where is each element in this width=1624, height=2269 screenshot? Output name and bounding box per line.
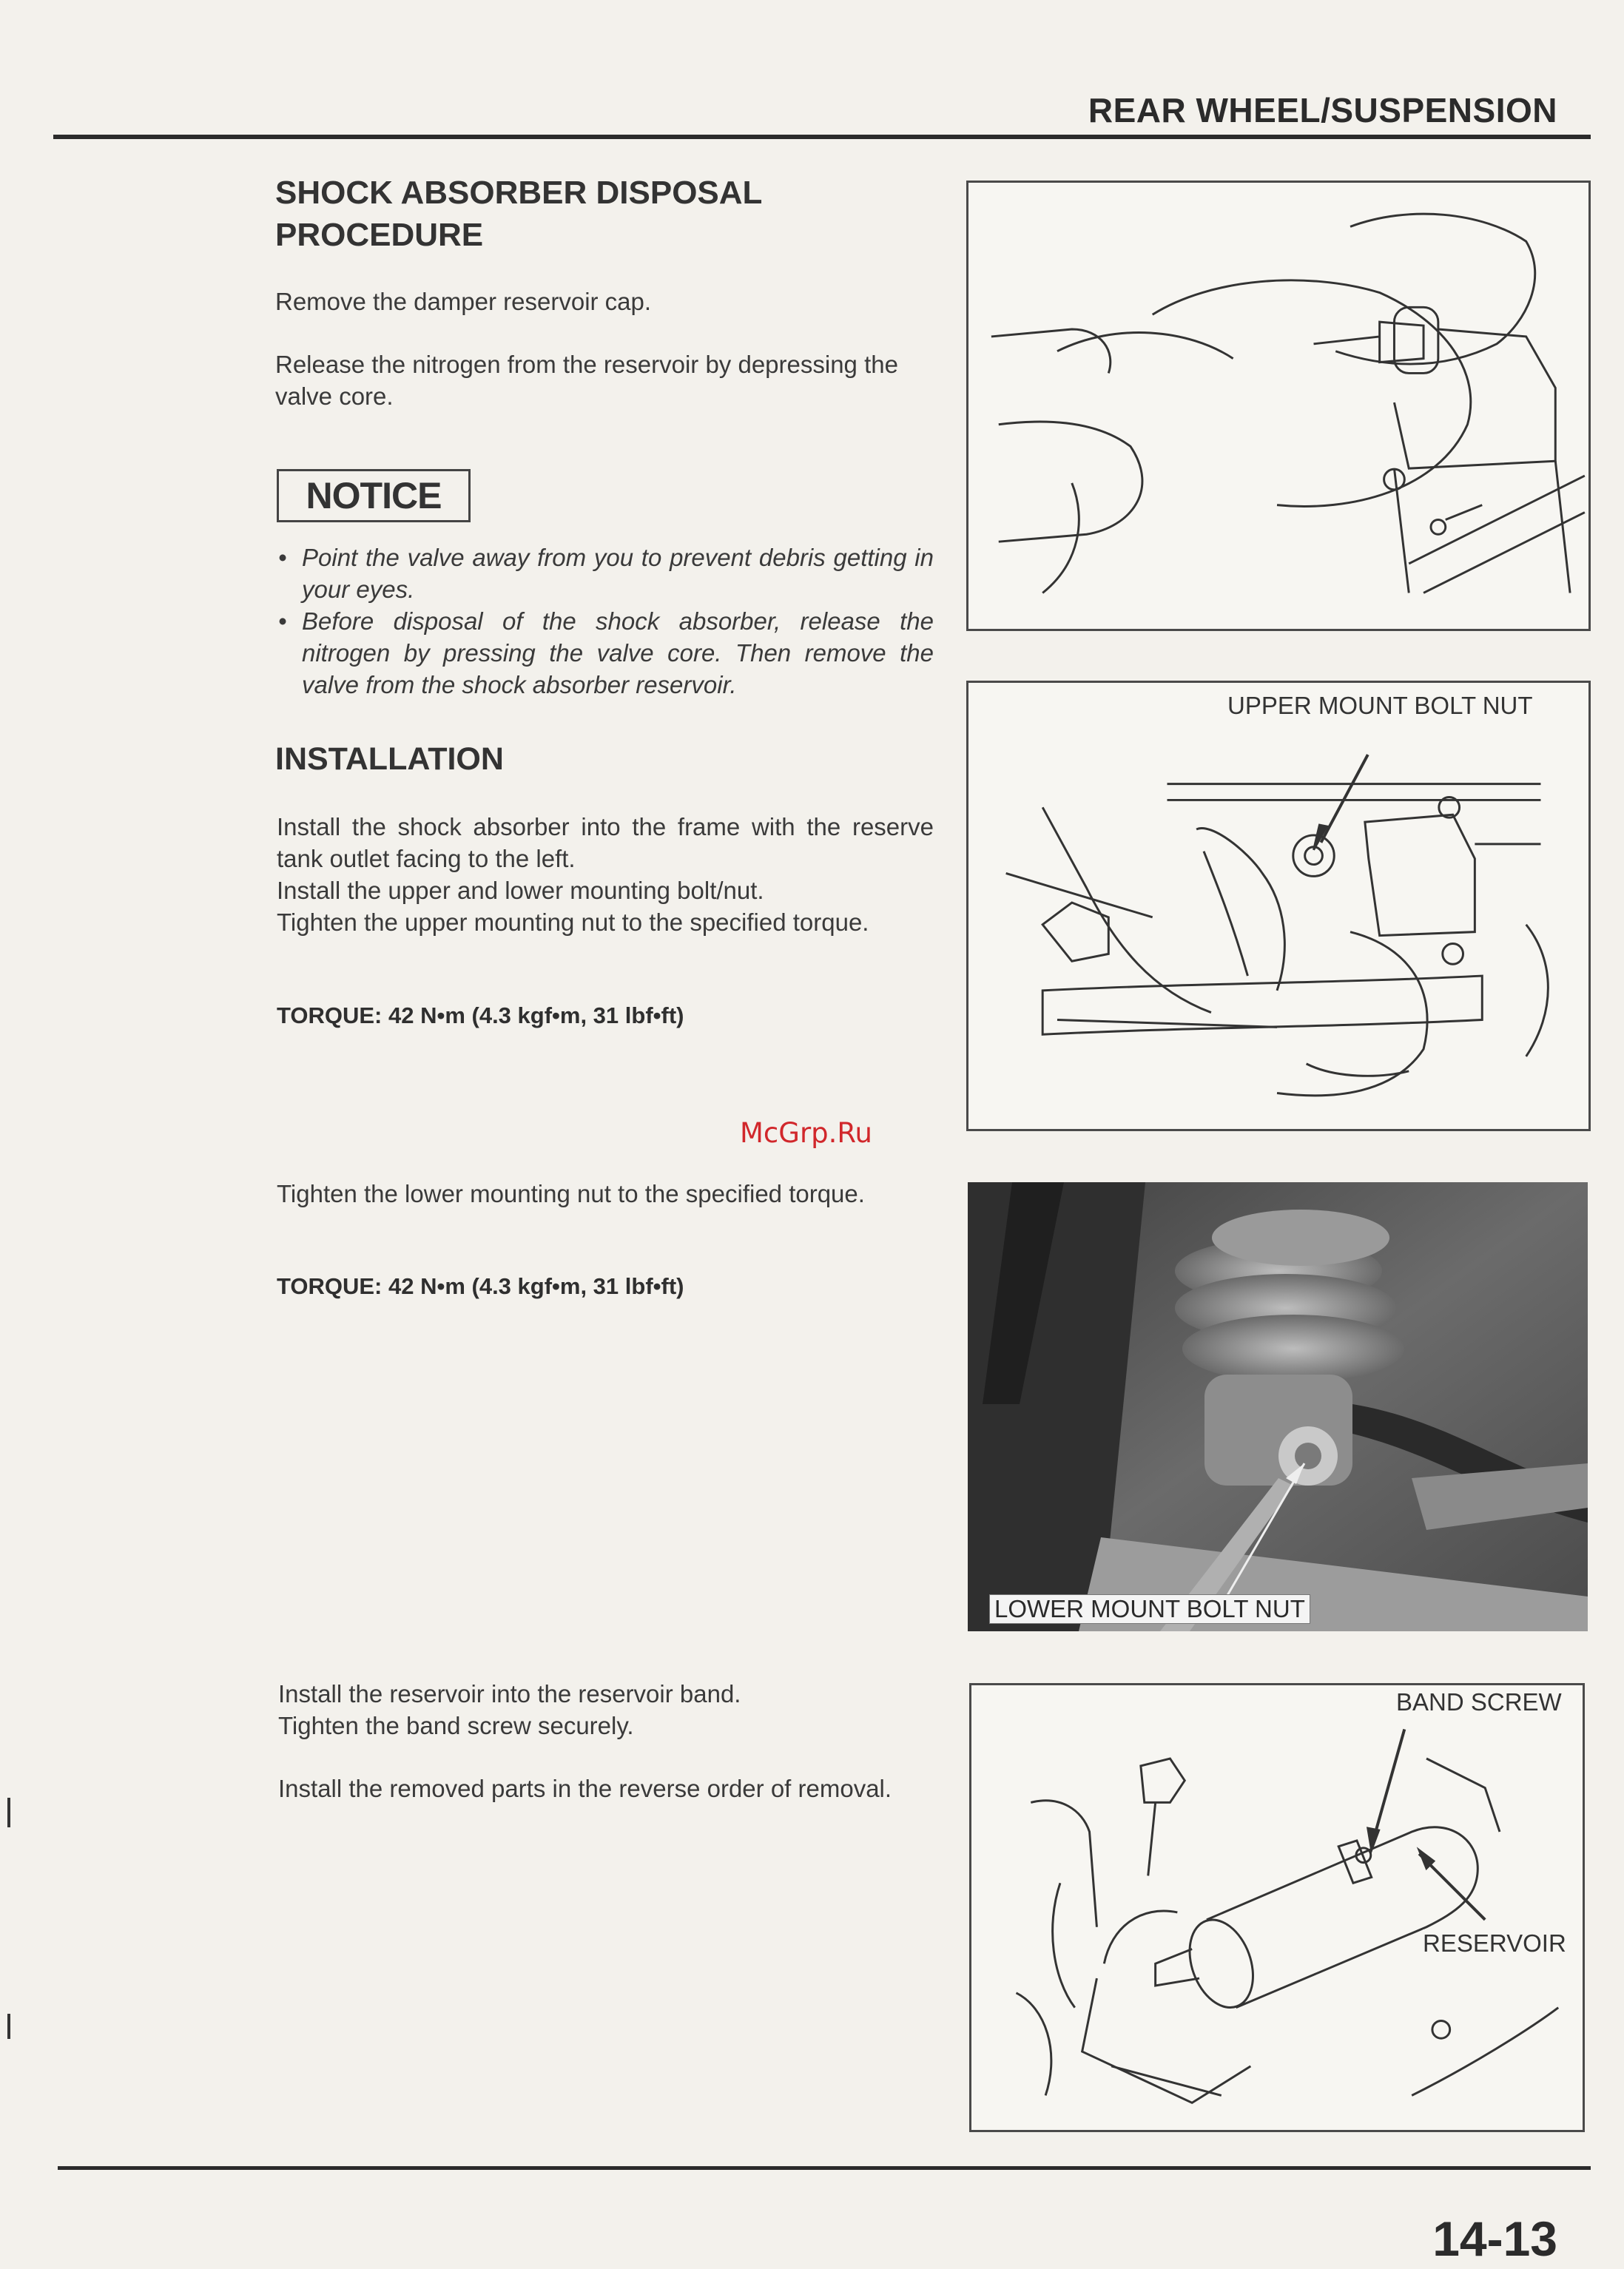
upper-mount-bolt-nut-label: UPPER MOUNT BOLT NUT xyxy=(1227,692,1533,719)
disposal-step-1: Remove the damper reservoir cap. xyxy=(275,288,652,315)
disposal-step-2: Release the nitrogen from the reservoir by depressing the valve core. xyxy=(275,351,898,410)
figure-upper-mount xyxy=(966,681,1591,1131)
header-rule xyxy=(53,135,1591,139)
disposal-heading-line2: PROCEDURE xyxy=(275,217,484,253)
figure-reservoir-band xyxy=(969,1683,1585,2132)
torque-spec-lower: TORQUE: 42 N•m (4.3 kgf•m, 31 lbf•ft) xyxy=(277,1273,684,1299)
section-title: REAR WHEEL/SUSPENSION xyxy=(1088,91,1557,129)
bullet-icon: • xyxy=(278,544,287,571)
reservoir-band-illustration xyxy=(971,1685,1583,2130)
notice-item: • Before disposal of the shock absorber, release the nitrogen by pressing the valve core. Then remove the valve from the shock absorber reservoir. xyxy=(275,605,934,701)
installation-heading: INSTALLATION xyxy=(275,741,504,777)
notice-list xyxy=(275,542,934,701)
scan-mark xyxy=(7,1798,10,1827)
valve-release-illustration xyxy=(968,183,1588,629)
installation-step-lower: Tighten the lower mounting nut to the specified torque. xyxy=(277,1180,865,1207)
band-screw-label: BAND SCREW xyxy=(1396,1688,1562,1716)
upper-mount-illustration xyxy=(968,683,1588,1129)
installation-step-final: Install the removed parts in the reverse order of removal. xyxy=(278,1775,892,1802)
figure-lower-mount-photo xyxy=(968,1182,1588,1631)
notice-label-box xyxy=(277,469,471,522)
reservoir-label: RESERVOIR xyxy=(1423,1929,1566,1957)
notice-label: NOTICE xyxy=(306,475,442,516)
bullet-icon: • xyxy=(278,607,287,635)
torque-spec-upper: TORQUE: 42 N•m (4.3 kgf•m, 31 lbf•ft) xyxy=(277,1002,684,1028)
footer-rule xyxy=(58,2166,1591,2170)
disposal-heading-line1: SHOCK ABSORBER DISPOSAL xyxy=(275,175,763,211)
installation-step-1: Install the shock absorber into the frame with the reserve tank outlet facing to the left. Install the upper and lower mounting bolt/nut. Tighten the upper mounting nut to the specified torque. xyxy=(277,813,934,936)
page-number: 14-13 xyxy=(1432,2211,1557,2266)
watermark: McGrp.Ru xyxy=(740,1117,872,1149)
disposal-heading xyxy=(275,172,762,256)
scan-mark xyxy=(7,2014,10,2039)
lower-mount-photo xyxy=(968,1182,1588,1631)
lower-mount-bolt-nut-label: LOWER MOUNT BOLT NUT xyxy=(989,1594,1310,1624)
installation-step-reservoir: Install the reservoir into the reservoir band. Tighten the band screw securely. xyxy=(278,1680,741,1739)
notice-item: • Point the valve away from you to prevent debris getting in your eyes. xyxy=(275,542,934,605)
figure-valve-release xyxy=(966,181,1591,631)
